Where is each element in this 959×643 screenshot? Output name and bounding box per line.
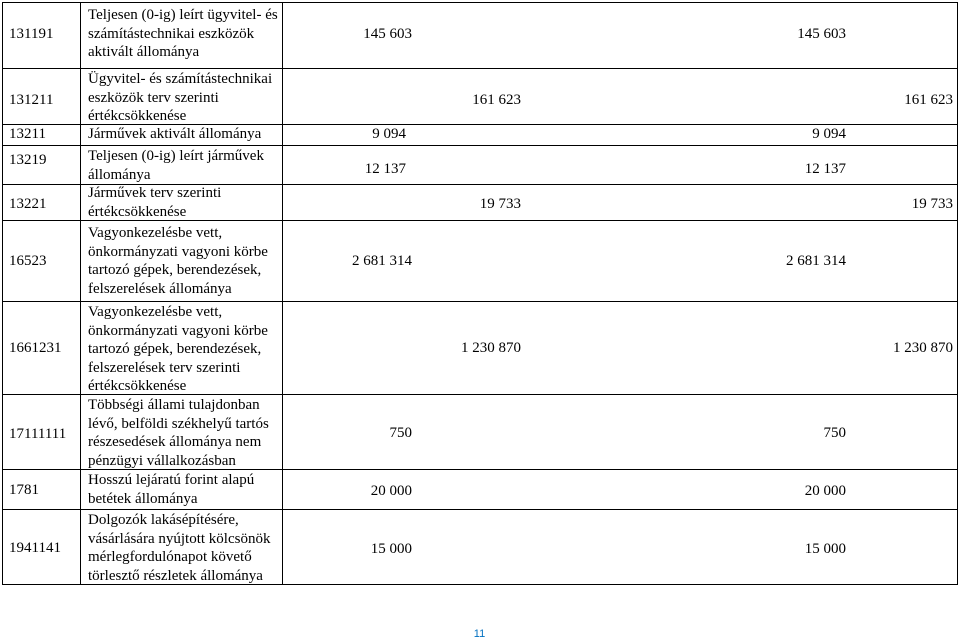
account-code: 13221 xyxy=(9,196,47,212)
account-total: 750 xyxy=(823,425,846,441)
account-value: 19 733 xyxy=(479,196,521,212)
account-description: Teljesen (0-ig) leírt ügyvitel- és számítástechnikai eszközök aktivált állománya xyxy=(88,7,278,60)
account-code: 13219 xyxy=(9,152,47,168)
account-total: 2 681 314 xyxy=(786,253,846,269)
page-number: 11 xyxy=(473,628,486,640)
account-description: Vagyonkezelésbe vett, önkormányzati vagyoni körbe tartozó gépek, berendezések, felszerelések állománya xyxy=(88,225,268,297)
table-row xyxy=(2,469,958,509)
account-description: Járművek aktivált állománya xyxy=(88,126,262,142)
table-row xyxy=(2,145,958,184)
account-total: 19 733 xyxy=(911,196,953,212)
account-code: 17111111 xyxy=(9,426,67,442)
table-row xyxy=(2,301,958,394)
account-description: Ügyvitel- és számítástechnikai eszközök terv szerinti értékcsökkenése xyxy=(88,71,273,124)
account-total: 1 230 870 xyxy=(893,340,953,356)
account-total: 12 137 xyxy=(804,161,846,177)
table-row xyxy=(2,2,958,68)
account-value: 9 094 xyxy=(372,126,406,142)
account-value: 2 681 314 xyxy=(352,253,412,269)
account-total: 20 000 xyxy=(804,483,846,499)
account-value: 161 623 xyxy=(472,92,521,108)
ledger-table xyxy=(2,2,958,585)
account-total: 161 623 xyxy=(904,92,953,108)
account-value: 750 xyxy=(389,425,412,441)
account-description: Járművek terv szerinti értékcsökkenése xyxy=(88,185,222,220)
account-code: 131211 xyxy=(9,92,54,108)
table-row xyxy=(2,220,958,301)
account-value: 20 000 xyxy=(370,483,412,499)
table-row xyxy=(2,509,958,584)
account-code: 1661231 xyxy=(9,340,62,356)
account-code: 1781 xyxy=(9,482,39,498)
account-description: Dolgozók lakásépítésére, vásárlására nyújtott kölcsönök mérlegfordulónapot követő törlesztő részletek állománya xyxy=(88,512,271,584)
table-row xyxy=(2,68,958,124)
account-code: 1941141 xyxy=(9,540,61,556)
table-row xyxy=(2,394,958,469)
account-value: 1 230 870 xyxy=(461,340,521,356)
account-value: 15 000 xyxy=(370,541,412,557)
account-code: 13211 xyxy=(9,126,46,142)
account-total: 145 603 xyxy=(797,26,846,42)
account-description: Vagyonkezelésbe vett, önkormányzati vagyoni körbe tartozó gépek, berendezések, felszerelések terv szerinti értékcsökkenése xyxy=(88,304,268,394)
account-description: Hosszú lejáratú forint alapú betétek állománya xyxy=(88,472,255,507)
account-description: Teljesen (0-ig) leírt járművek állománya xyxy=(88,148,264,183)
table-row xyxy=(2,124,958,145)
account-total: 9 094 xyxy=(812,126,846,142)
table-row xyxy=(2,184,958,220)
account-description: Többségi állami tulajdonban lévő, belföldi székhelyű tartós részesedések állománya nem pénzügyi vállalkozásban xyxy=(88,397,269,469)
account-code: 16523 xyxy=(9,253,47,269)
account-code: 131191 xyxy=(9,26,54,42)
account-value: 145 603 xyxy=(363,26,412,42)
account-value: 12 137 xyxy=(364,161,406,177)
account-total: 15 000 xyxy=(804,541,846,557)
